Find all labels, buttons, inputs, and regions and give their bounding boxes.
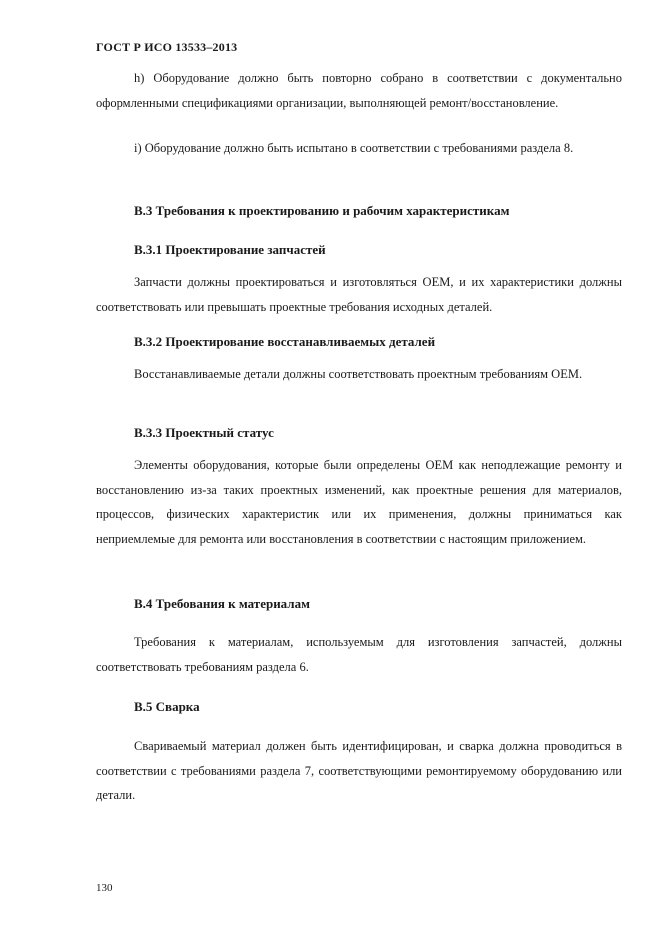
section-heading-b4: B.4 Требования к материалам bbox=[134, 596, 310, 611]
section-heading-b3-3: B.3.3 Проектный статус bbox=[134, 425, 274, 440]
section-heading-b3-1: B.3.1 Проектирование запчастей bbox=[134, 242, 326, 257]
paragraph-b3-1: Запчасти должны проектироваться и изготовляться ОЕМ, и их характеристики должны соответствовать или превышать проектные требования исходных деталей. bbox=[96, 275, 622, 314]
section-heading-b3: B.3 Требования к проектированию и рабочим характеристикам bbox=[134, 203, 510, 218]
list-item-i: i) Оборудование должно быть испытано в соответствии с требованиями раздела 8. bbox=[134, 141, 574, 155]
page-number: 130 bbox=[96, 882, 113, 894]
paragraph-b3-2: Восстанавливаемые детали должны соответствовать проектным требованиям ОЕМ. bbox=[134, 367, 583, 381]
paragraph-b3-3: Элементы оборудования, которые были определены ОЕМ как неподлежащие ремонту и восстановлению из-за таких проектных изменений, как проектные решения для материалов, процессов, физических характеристик или их применения, должны приниматься как неприемлемые для ремонта или восстановления в соответствии с настоящим приложением. bbox=[96, 458, 622, 546]
section-heading-b3-2: B.3.2 Проектирование восстанавливаемых деталей bbox=[134, 334, 436, 349]
list-item-h: h) Оборудование должно быть повторно собрано в соответствии с документально оформленными спецификациями организации, выполняющей ремонт/восстановление. bbox=[96, 71, 622, 110]
document-header: ГОСТ Р ИСО 13533–2013 bbox=[96, 40, 238, 54]
paragraph-b5: Свариваемый материал должен быть идентифицирован, и сварка должна проводиться в соответствии с требованиями раздела 7, соответствующими ремонтируемому оборудованию или детали. bbox=[96, 739, 622, 803]
paragraph-b4: Требования к материалам, используемым для изготовления запчастей, должны соответствовать требованиям раздела 6. bbox=[96, 635, 622, 674]
section-heading-b5: B.5 Сварка bbox=[134, 699, 200, 714]
